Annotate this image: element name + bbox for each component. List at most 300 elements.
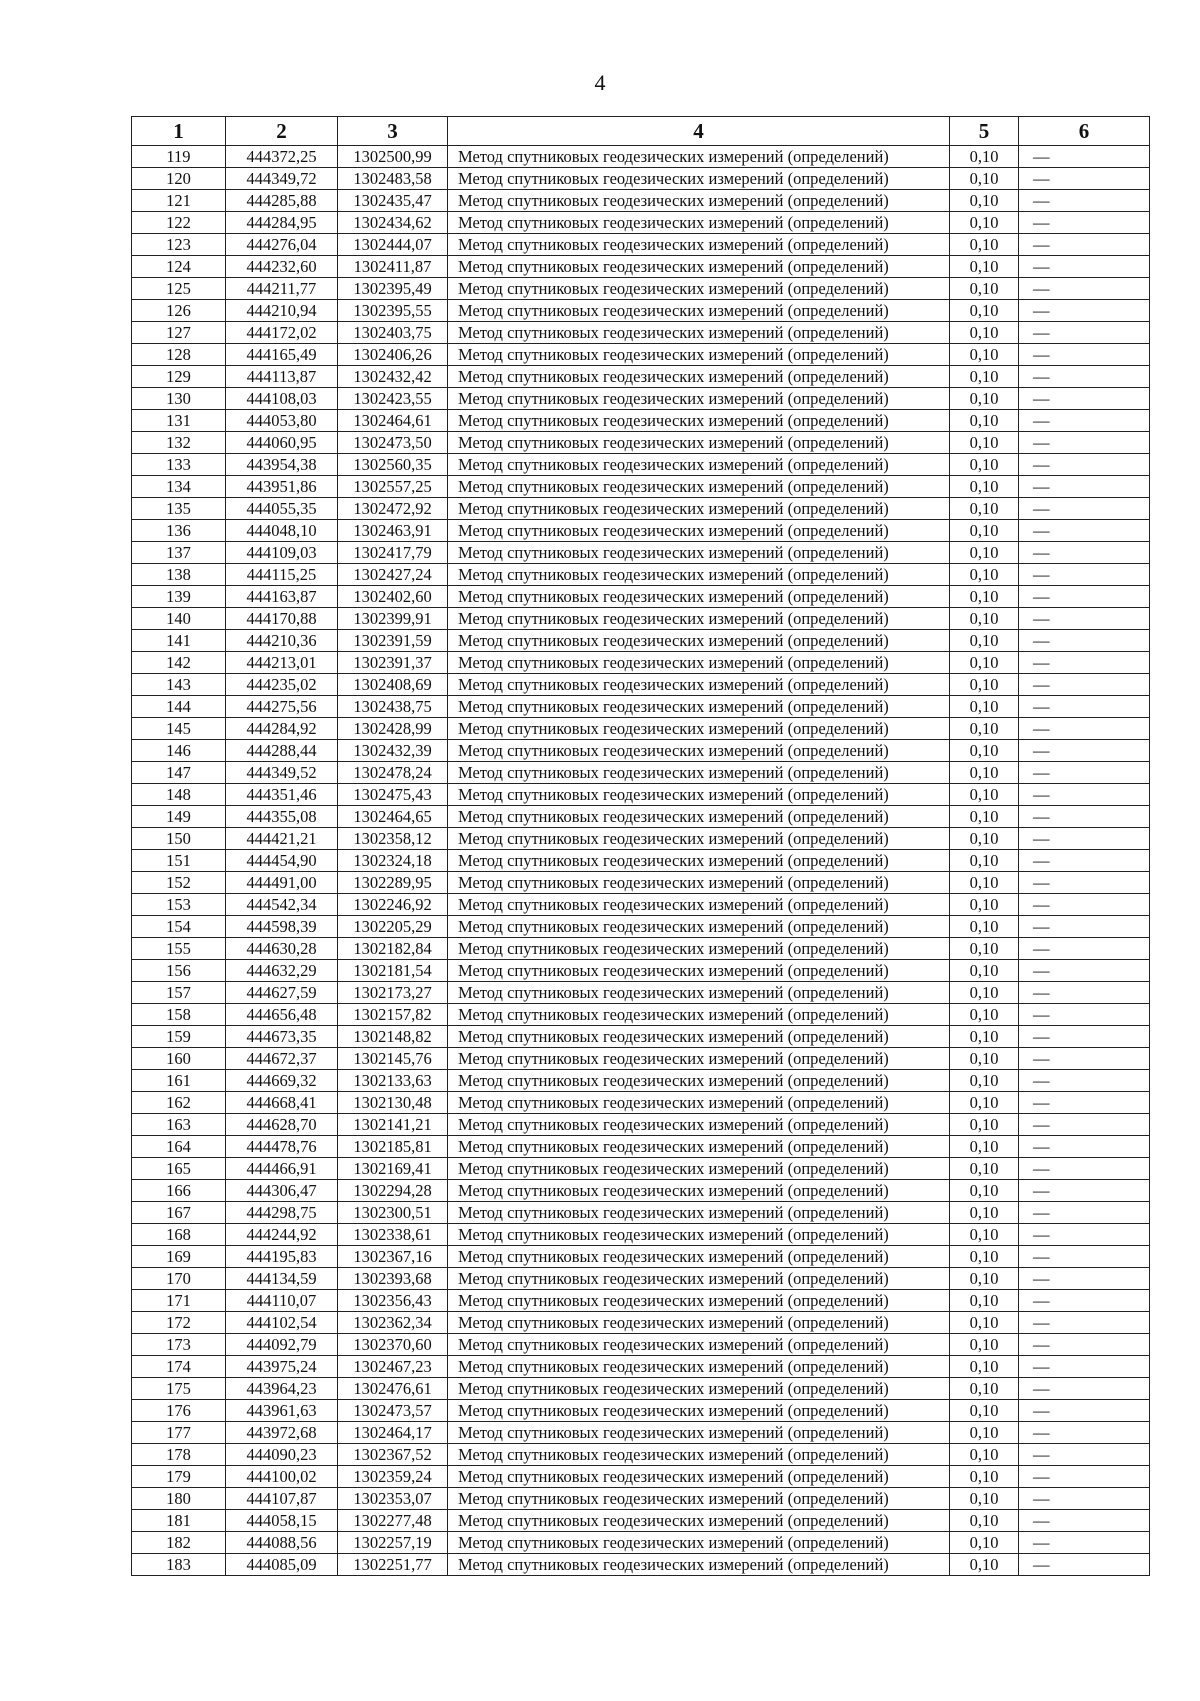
table-row bbox=[132, 432, 1150, 454]
table-row bbox=[132, 168, 1150, 190]
method-cell: Метод спутниковых геодезических измерений (определений) bbox=[448, 960, 950, 982]
x-coordinate-cell: 444466,91 bbox=[226, 1158, 338, 1180]
point-number-cell: 135 bbox=[132, 498, 226, 520]
y-coordinate-cell: 1302251,77 bbox=[338, 1554, 448, 1576]
method-cell: Метод спутниковых геодезических измерений (определений) bbox=[448, 872, 950, 894]
point-number-cell: 148 bbox=[132, 784, 226, 806]
table-row bbox=[132, 784, 1150, 806]
point-number-cell: 143 bbox=[132, 674, 226, 696]
accuracy-cell: 0,10 bbox=[950, 190, 1019, 212]
description-cell: — bbox=[1019, 278, 1150, 300]
y-coordinate-cell: 1302294,28 bbox=[338, 1180, 448, 1202]
method-cell: Метод спутниковых геодезических измерений (определений) bbox=[448, 1180, 950, 1202]
point-number-cell: 180 bbox=[132, 1488, 226, 1510]
accuracy-cell: 0,10 bbox=[950, 564, 1019, 586]
description-cell: — bbox=[1019, 146, 1150, 168]
point-number-cell: 138 bbox=[132, 564, 226, 586]
y-coordinate-cell: 1302444,07 bbox=[338, 234, 448, 256]
method-cell: Метод спутниковых геодезических измерений (определений) bbox=[448, 1510, 950, 1532]
point-number-cell: 182 bbox=[132, 1532, 226, 1554]
accuracy-cell: 0,10 bbox=[950, 806, 1019, 828]
accuracy-cell: 0,10 bbox=[950, 894, 1019, 916]
accuracy-cell: 0,10 bbox=[950, 1422, 1019, 1444]
table-row bbox=[132, 806, 1150, 828]
table-row bbox=[132, 960, 1150, 982]
y-coordinate-cell: 1302472,92 bbox=[338, 498, 448, 520]
description-cell: — bbox=[1019, 388, 1150, 410]
method-cell: Метод спутниковых геодезических измерений (определений) bbox=[448, 630, 950, 652]
point-number-cell: 122 bbox=[132, 212, 226, 234]
y-coordinate-cell: 1302434,62 bbox=[338, 212, 448, 234]
y-coordinate-cell: 1302438,75 bbox=[338, 696, 448, 718]
point-number-cell: 126 bbox=[132, 300, 226, 322]
method-cell: Метод спутниковых геодезических измерений (определений) bbox=[448, 190, 950, 212]
accuracy-cell: 0,10 bbox=[950, 718, 1019, 740]
method-cell: Метод спутниковых геодезических измерений (определений) bbox=[448, 1048, 950, 1070]
method-cell: Метод спутниковых геодезических измерений (определений) bbox=[448, 718, 950, 740]
point-number-cell: 137 bbox=[132, 542, 226, 564]
point-number-cell: 181 bbox=[132, 1510, 226, 1532]
y-coordinate-cell: 1302557,25 bbox=[338, 476, 448, 498]
accuracy-cell: 0,10 bbox=[950, 696, 1019, 718]
table-row bbox=[132, 1158, 1150, 1180]
description-cell: — bbox=[1019, 564, 1150, 586]
point-number-cell: 176 bbox=[132, 1400, 226, 1422]
x-coordinate-cell: 444421,21 bbox=[226, 828, 338, 850]
table-row bbox=[132, 1510, 1150, 1532]
point-number-cell: 139 bbox=[132, 586, 226, 608]
point-number-cell: 157 bbox=[132, 982, 226, 1004]
y-coordinate-cell: 1302130,48 bbox=[338, 1092, 448, 1114]
table-row bbox=[132, 366, 1150, 388]
x-coordinate-cell: 444478,76 bbox=[226, 1136, 338, 1158]
table-row bbox=[132, 1532, 1150, 1554]
description-cell: — bbox=[1019, 1092, 1150, 1114]
y-coordinate-cell: 1302182,84 bbox=[338, 938, 448, 960]
table-row bbox=[132, 674, 1150, 696]
x-coordinate-cell: 444109,03 bbox=[226, 542, 338, 564]
x-coordinate-cell: 444213,01 bbox=[226, 652, 338, 674]
table-row bbox=[132, 696, 1150, 718]
x-coordinate-cell: 444113,87 bbox=[226, 366, 338, 388]
accuracy-cell: 0,10 bbox=[950, 476, 1019, 498]
x-coordinate-cell: 444163,87 bbox=[226, 586, 338, 608]
table-row bbox=[132, 1334, 1150, 1356]
point-number-cell: 168 bbox=[132, 1224, 226, 1246]
method-cell: Метод спутниковых геодезических измерений (определений) bbox=[448, 762, 950, 784]
method-cell: Метод спутниковых геодезических измерений (определений) bbox=[448, 388, 950, 410]
accuracy-cell: 0,10 bbox=[950, 1114, 1019, 1136]
accuracy-cell: 0,10 bbox=[950, 608, 1019, 630]
y-coordinate-cell: 1302358,12 bbox=[338, 828, 448, 850]
accuracy-cell: 0,10 bbox=[950, 1532, 1019, 1554]
y-coordinate-cell: 1302257,19 bbox=[338, 1532, 448, 1554]
description-cell: — bbox=[1019, 1554, 1150, 1576]
description-cell: — bbox=[1019, 234, 1150, 256]
method-cell: Метод спутниковых геодезических измерений (определений) bbox=[448, 1268, 950, 1290]
point-number-cell: 153 bbox=[132, 894, 226, 916]
point-number-cell: 146 bbox=[132, 740, 226, 762]
description-cell: — bbox=[1019, 476, 1150, 498]
point-number-cell: 165 bbox=[132, 1158, 226, 1180]
accuracy-cell: 0,10 bbox=[950, 432, 1019, 454]
y-coordinate-cell: 1302300,51 bbox=[338, 1202, 448, 1224]
y-coordinate-cell: 1302133,63 bbox=[338, 1070, 448, 1092]
point-number-cell: 158 bbox=[132, 1004, 226, 1026]
description-cell: — bbox=[1019, 784, 1150, 806]
x-coordinate-cell: 444349,72 bbox=[226, 168, 338, 190]
x-coordinate-cell: 444090,23 bbox=[226, 1444, 338, 1466]
method-cell: Метод спутниковых геодезических измерений (определений) bbox=[448, 696, 950, 718]
point-number-cell: 124 bbox=[132, 256, 226, 278]
x-coordinate-cell: 444632,29 bbox=[226, 960, 338, 982]
accuracy-cell: 0,10 bbox=[950, 1378, 1019, 1400]
accuracy-cell: 0,10 bbox=[950, 278, 1019, 300]
y-coordinate-cell: 1302473,57 bbox=[338, 1400, 448, 1422]
accuracy-cell: 0,10 bbox=[950, 982, 1019, 1004]
x-coordinate-cell: 444673,35 bbox=[226, 1026, 338, 1048]
accuracy-cell: 0,10 bbox=[950, 872, 1019, 894]
description-cell: — bbox=[1019, 1070, 1150, 1092]
method-cell: Метод спутниковых геодезических измерений (определений) bbox=[448, 344, 950, 366]
description-cell: — bbox=[1019, 630, 1150, 652]
y-coordinate-cell: 1302408,69 bbox=[338, 674, 448, 696]
description-cell: — bbox=[1019, 718, 1150, 740]
x-coordinate-cell: 444284,92 bbox=[226, 718, 338, 740]
table-row bbox=[132, 410, 1150, 432]
y-coordinate-cell: 1302467,23 bbox=[338, 1356, 448, 1378]
accuracy-cell: 0,10 bbox=[950, 1268, 1019, 1290]
accuracy-cell: 0,10 bbox=[950, 1356, 1019, 1378]
y-coordinate-cell: 1302432,42 bbox=[338, 366, 448, 388]
table-row bbox=[132, 938, 1150, 960]
method-cell: Метод спутниковых геодезических измерений (определений) bbox=[448, 1158, 950, 1180]
point-number-cell: 179 bbox=[132, 1466, 226, 1488]
method-cell: Метод спутниковых геодезических измерений (определений) bbox=[448, 212, 950, 234]
description-cell: — bbox=[1019, 1136, 1150, 1158]
table-row bbox=[132, 718, 1150, 740]
accuracy-cell: 0,10 bbox=[950, 1048, 1019, 1070]
method-cell: Метод спутниковых геодезических измерений (определений) bbox=[448, 1488, 950, 1510]
x-coordinate-cell: 444288,44 bbox=[226, 740, 338, 762]
point-number-cell: 136 bbox=[132, 520, 226, 542]
point-number-cell: 149 bbox=[132, 806, 226, 828]
description-cell: — bbox=[1019, 938, 1150, 960]
table-row bbox=[132, 256, 1150, 278]
description-cell: — bbox=[1019, 1158, 1150, 1180]
method-cell: Метод спутниковых геодезических измерений (определений) bbox=[448, 1334, 950, 1356]
x-coordinate-cell: 444210,36 bbox=[226, 630, 338, 652]
x-coordinate-cell: 443975,24 bbox=[226, 1356, 338, 1378]
x-coordinate-cell: 444060,95 bbox=[226, 432, 338, 454]
x-coordinate-cell: 444232,60 bbox=[226, 256, 338, 278]
description-cell: — bbox=[1019, 850, 1150, 872]
point-number-cell: 159 bbox=[132, 1026, 226, 1048]
method-cell: Метод спутниковых геодезических измерений (определений) bbox=[448, 982, 950, 1004]
description-cell: — bbox=[1019, 256, 1150, 278]
table-row bbox=[132, 1312, 1150, 1334]
method-cell: Метод спутниковых геодезических измерений (определений) bbox=[448, 1202, 950, 1224]
accuracy-cell: 0,10 bbox=[950, 674, 1019, 696]
table-row bbox=[132, 1070, 1150, 1092]
accuracy-cell: 0,10 bbox=[950, 828, 1019, 850]
accuracy-cell: 0,10 bbox=[950, 1180, 1019, 1202]
y-coordinate-cell: 1302169,41 bbox=[338, 1158, 448, 1180]
y-coordinate-cell: 1302362,34 bbox=[338, 1312, 448, 1334]
description-cell: — bbox=[1019, 1378, 1150, 1400]
table-row bbox=[132, 1114, 1150, 1136]
accuracy-cell: 0,10 bbox=[950, 388, 1019, 410]
table-row bbox=[132, 630, 1150, 652]
description-cell: — bbox=[1019, 586, 1150, 608]
accuracy-cell: 0,10 bbox=[950, 916, 1019, 938]
accuracy-cell: 0,10 bbox=[950, 498, 1019, 520]
description-cell: — bbox=[1019, 894, 1150, 916]
table-row bbox=[132, 322, 1150, 344]
description-cell: — bbox=[1019, 872, 1150, 894]
accuracy-cell: 0,10 bbox=[950, 1466, 1019, 1488]
header-row bbox=[132, 117, 1150, 146]
point-number-cell: 119 bbox=[132, 146, 226, 168]
y-coordinate-cell: 1302181,54 bbox=[338, 960, 448, 982]
y-coordinate-cell: 1302367,16 bbox=[338, 1246, 448, 1268]
y-coordinate-cell: 1302391,37 bbox=[338, 652, 448, 674]
y-coordinate-cell: 1302205,29 bbox=[338, 916, 448, 938]
point-number-cell: 163 bbox=[132, 1114, 226, 1136]
table-row bbox=[132, 520, 1150, 542]
method-cell: Метод спутниковых геодезических измерений (определений) bbox=[448, 1554, 950, 1576]
method-cell: Метод спутниковых геодезических измерений (определений) bbox=[448, 1224, 950, 1246]
table-row bbox=[132, 542, 1150, 564]
description-cell: — bbox=[1019, 212, 1150, 234]
accuracy-cell: 0,10 bbox=[950, 1554, 1019, 1576]
accuracy-cell: 0,10 bbox=[950, 1334, 1019, 1356]
table-row bbox=[132, 1290, 1150, 1312]
description-cell: — bbox=[1019, 366, 1150, 388]
table-row bbox=[132, 476, 1150, 498]
accuracy-cell: 0,10 bbox=[950, 1070, 1019, 1092]
description-cell: — bbox=[1019, 1488, 1150, 1510]
header-col-1: 1 bbox=[132, 117, 226, 146]
y-coordinate-cell: 1302473,50 bbox=[338, 432, 448, 454]
description-cell: — bbox=[1019, 1268, 1150, 1290]
y-coordinate-cell: 1302338,61 bbox=[338, 1224, 448, 1246]
method-cell: Метод спутниковых геодезических измерений (определений) bbox=[448, 1444, 950, 1466]
accuracy-cell: 0,10 bbox=[950, 344, 1019, 366]
y-coordinate-cell: 1302359,24 bbox=[338, 1466, 448, 1488]
method-cell: Метод спутниковых геодезических измерений (определений) bbox=[448, 608, 950, 630]
table-row bbox=[132, 190, 1150, 212]
method-cell: Метод спутниковых геодезических измерений (определений) bbox=[448, 1466, 950, 1488]
accuracy-cell: 0,10 bbox=[950, 960, 1019, 982]
x-coordinate-cell: 444100,02 bbox=[226, 1466, 338, 1488]
table-row bbox=[132, 982, 1150, 1004]
x-coordinate-cell: 444284,95 bbox=[226, 212, 338, 234]
method-cell: Метод спутниковых геодезических измерений (определений) bbox=[448, 366, 950, 388]
point-number-cell: 131 bbox=[132, 410, 226, 432]
header-col-6: 6 bbox=[1019, 117, 1150, 146]
point-number-cell: 140 bbox=[132, 608, 226, 630]
method-cell: Метод спутниковых геодезических измерений (определений) bbox=[448, 168, 950, 190]
y-coordinate-cell: 1302432,39 bbox=[338, 740, 448, 762]
y-coordinate-cell: 1302475,43 bbox=[338, 784, 448, 806]
method-cell: Метод спутниковых геодезических измерений (определений) bbox=[448, 652, 950, 674]
y-coordinate-cell: 1302395,55 bbox=[338, 300, 448, 322]
x-coordinate-cell: 444306,47 bbox=[226, 1180, 338, 1202]
x-coordinate-cell: 443961,63 bbox=[226, 1400, 338, 1422]
y-coordinate-cell: 1302476,61 bbox=[338, 1378, 448, 1400]
y-coordinate-cell: 1302393,68 bbox=[338, 1268, 448, 1290]
y-coordinate-cell: 1302367,52 bbox=[338, 1444, 448, 1466]
table-row bbox=[132, 454, 1150, 476]
accuracy-cell: 0,10 bbox=[950, 366, 1019, 388]
x-coordinate-cell: 444630,28 bbox=[226, 938, 338, 960]
y-coordinate-cell: 1302500,99 bbox=[338, 146, 448, 168]
point-number-cell: 150 bbox=[132, 828, 226, 850]
point-number-cell: 155 bbox=[132, 938, 226, 960]
point-number-cell: 167 bbox=[132, 1202, 226, 1224]
x-coordinate-cell: 444668,41 bbox=[226, 1092, 338, 1114]
method-cell: Метод спутниковых геодезических измерений (определений) bbox=[448, 1004, 950, 1026]
accuracy-cell: 0,10 bbox=[950, 1026, 1019, 1048]
description-cell: — bbox=[1019, 608, 1150, 630]
description-cell: — bbox=[1019, 1202, 1150, 1224]
point-number-cell: 120 bbox=[132, 168, 226, 190]
point-number-cell: 141 bbox=[132, 630, 226, 652]
method-cell: Метод спутниковых геодезических измерений (определений) bbox=[448, 1114, 950, 1136]
point-number-cell: 133 bbox=[132, 454, 226, 476]
description-cell: — bbox=[1019, 542, 1150, 564]
y-coordinate-cell: 1302478,24 bbox=[338, 762, 448, 784]
x-coordinate-cell: 444349,52 bbox=[226, 762, 338, 784]
accuracy-cell: 0,10 bbox=[950, 784, 1019, 806]
table-row bbox=[132, 300, 1150, 322]
method-cell: Метод спутниковых геодезических измерений (определений) bbox=[448, 1136, 950, 1158]
table-row bbox=[132, 1400, 1150, 1422]
method-cell: Метод спутниковых геодезических измерений (определений) bbox=[448, 894, 950, 916]
accuracy-cell: 0,10 bbox=[950, 1510, 1019, 1532]
y-coordinate-cell: 1302464,61 bbox=[338, 410, 448, 432]
description-cell: — bbox=[1019, 168, 1150, 190]
x-coordinate-cell: 444669,32 bbox=[226, 1070, 338, 1092]
point-number-cell: 156 bbox=[132, 960, 226, 982]
description-cell: — bbox=[1019, 916, 1150, 938]
point-number-cell: 161 bbox=[132, 1070, 226, 1092]
header-col-5: 5 bbox=[950, 117, 1019, 146]
accuracy-cell: 0,10 bbox=[950, 1312, 1019, 1334]
table-row bbox=[132, 278, 1150, 300]
x-coordinate-cell: 444165,49 bbox=[226, 344, 338, 366]
point-number-cell: 145 bbox=[132, 718, 226, 740]
y-coordinate-cell: 1302402,60 bbox=[338, 586, 448, 608]
point-number-cell: 151 bbox=[132, 850, 226, 872]
point-number-cell: 121 bbox=[132, 190, 226, 212]
method-cell: Метод спутниковых геодезических измерений (определений) bbox=[448, 520, 950, 542]
method-cell: Метод спутниковых геодезических измерений (определений) bbox=[448, 828, 950, 850]
accuracy-cell: 0,10 bbox=[950, 234, 1019, 256]
table-row bbox=[132, 1488, 1150, 1510]
method-cell: Метод спутниковых геодезических измерений (определений) bbox=[448, 234, 950, 256]
point-number-cell: 183 bbox=[132, 1554, 226, 1576]
x-coordinate-cell: 444372,25 bbox=[226, 146, 338, 168]
accuracy-cell: 0,10 bbox=[950, 1004, 1019, 1026]
header-col-3: 3 bbox=[338, 117, 448, 146]
accuracy-cell: 0,10 bbox=[950, 1092, 1019, 1114]
x-coordinate-cell: 444195,83 bbox=[226, 1246, 338, 1268]
method-cell: Метод спутниковых геодезических измерений (определений) bbox=[448, 322, 950, 344]
point-number-cell: 128 bbox=[132, 344, 226, 366]
y-coordinate-cell: 1302464,65 bbox=[338, 806, 448, 828]
point-number-cell: 127 bbox=[132, 322, 226, 344]
x-coordinate-cell: 443954,38 bbox=[226, 454, 338, 476]
y-coordinate-cell: 1302463,91 bbox=[338, 520, 448, 542]
y-coordinate-cell: 1302289,95 bbox=[338, 872, 448, 894]
method-cell: Метод спутниковых геодезических измерений (определений) bbox=[448, 850, 950, 872]
y-coordinate-cell: 1302417,79 bbox=[338, 542, 448, 564]
description-cell: — bbox=[1019, 520, 1150, 542]
method-cell: Метод спутниковых геодезических измерений (определений) bbox=[448, 454, 950, 476]
x-coordinate-cell: 444275,56 bbox=[226, 696, 338, 718]
point-number-cell: 178 bbox=[132, 1444, 226, 1466]
y-coordinate-cell: 1302246,92 bbox=[338, 894, 448, 916]
table-row bbox=[132, 850, 1150, 872]
description-cell: — bbox=[1019, 432, 1150, 454]
description-cell: — bbox=[1019, 1334, 1150, 1356]
method-cell: Метод спутниковых геодезических измерений (определений) bbox=[448, 916, 950, 938]
description-cell: — bbox=[1019, 1400, 1150, 1422]
description-cell: — bbox=[1019, 1290, 1150, 1312]
x-coordinate-cell: 444276,04 bbox=[226, 234, 338, 256]
y-coordinate-cell: 1302157,82 bbox=[338, 1004, 448, 1026]
accuracy-cell: 0,10 bbox=[950, 1224, 1019, 1246]
table-row bbox=[132, 872, 1150, 894]
accuracy-cell: 0,10 bbox=[950, 1202, 1019, 1224]
point-number-cell: 144 bbox=[132, 696, 226, 718]
table-row bbox=[132, 1356, 1150, 1378]
description-cell: — bbox=[1019, 982, 1150, 1004]
table-row bbox=[132, 916, 1150, 938]
method-cell: Метод спутниковых геодезических измерений (определений) bbox=[448, 498, 950, 520]
accuracy-cell: 0,10 bbox=[950, 1136, 1019, 1158]
description-cell: — bbox=[1019, 344, 1150, 366]
x-coordinate-cell: 444244,92 bbox=[226, 1224, 338, 1246]
header-col-2: 2 bbox=[226, 117, 338, 146]
point-number-cell: 129 bbox=[132, 366, 226, 388]
description-cell: — bbox=[1019, 806, 1150, 828]
method-cell: Метод спутниковых геодезических измерений (определений) bbox=[448, 740, 950, 762]
accuracy-cell: 0,10 bbox=[950, 762, 1019, 784]
x-coordinate-cell: 444134,59 bbox=[226, 1268, 338, 1290]
table-row bbox=[132, 1378, 1150, 1400]
method-cell: Метод спутниковых геодезических измерений (определений) bbox=[448, 1026, 950, 1048]
y-coordinate-cell: 1302399,91 bbox=[338, 608, 448, 630]
accuracy-cell: 0,10 bbox=[950, 630, 1019, 652]
y-coordinate-cell: 1302464,17 bbox=[338, 1422, 448, 1444]
accuracy-cell: 0,10 bbox=[950, 740, 1019, 762]
accuracy-cell: 0,10 bbox=[950, 146, 1019, 168]
description-cell: — bbox=[1019, 1004, 1150, 1026]
accuracy-cell: 0,10 bbox=[950, 410, 1019, 432]
table-row bbox=[132, 564, 1150, 586]
table-row bbox=[132, 388, 1150, 410]
coordinates-table bbox=[131, 116, 1150, 1576]
point-number-cell: 173 bbox=[132, 1334, 226, 1356]
description-cell: — bbox=[1019, 1466, 1150, 1488]
y-coordinate-cell: 1302427,24 bbox=[338, 564, 448, 586]
y-coordinate-cell: 1302391,59 bbox=[338, 630, 448, 652]
description-cell: — bbox=[1019, 1048, 1150, 1070]
description-cell: — bbox=[1019, 960, 1150, 982]
